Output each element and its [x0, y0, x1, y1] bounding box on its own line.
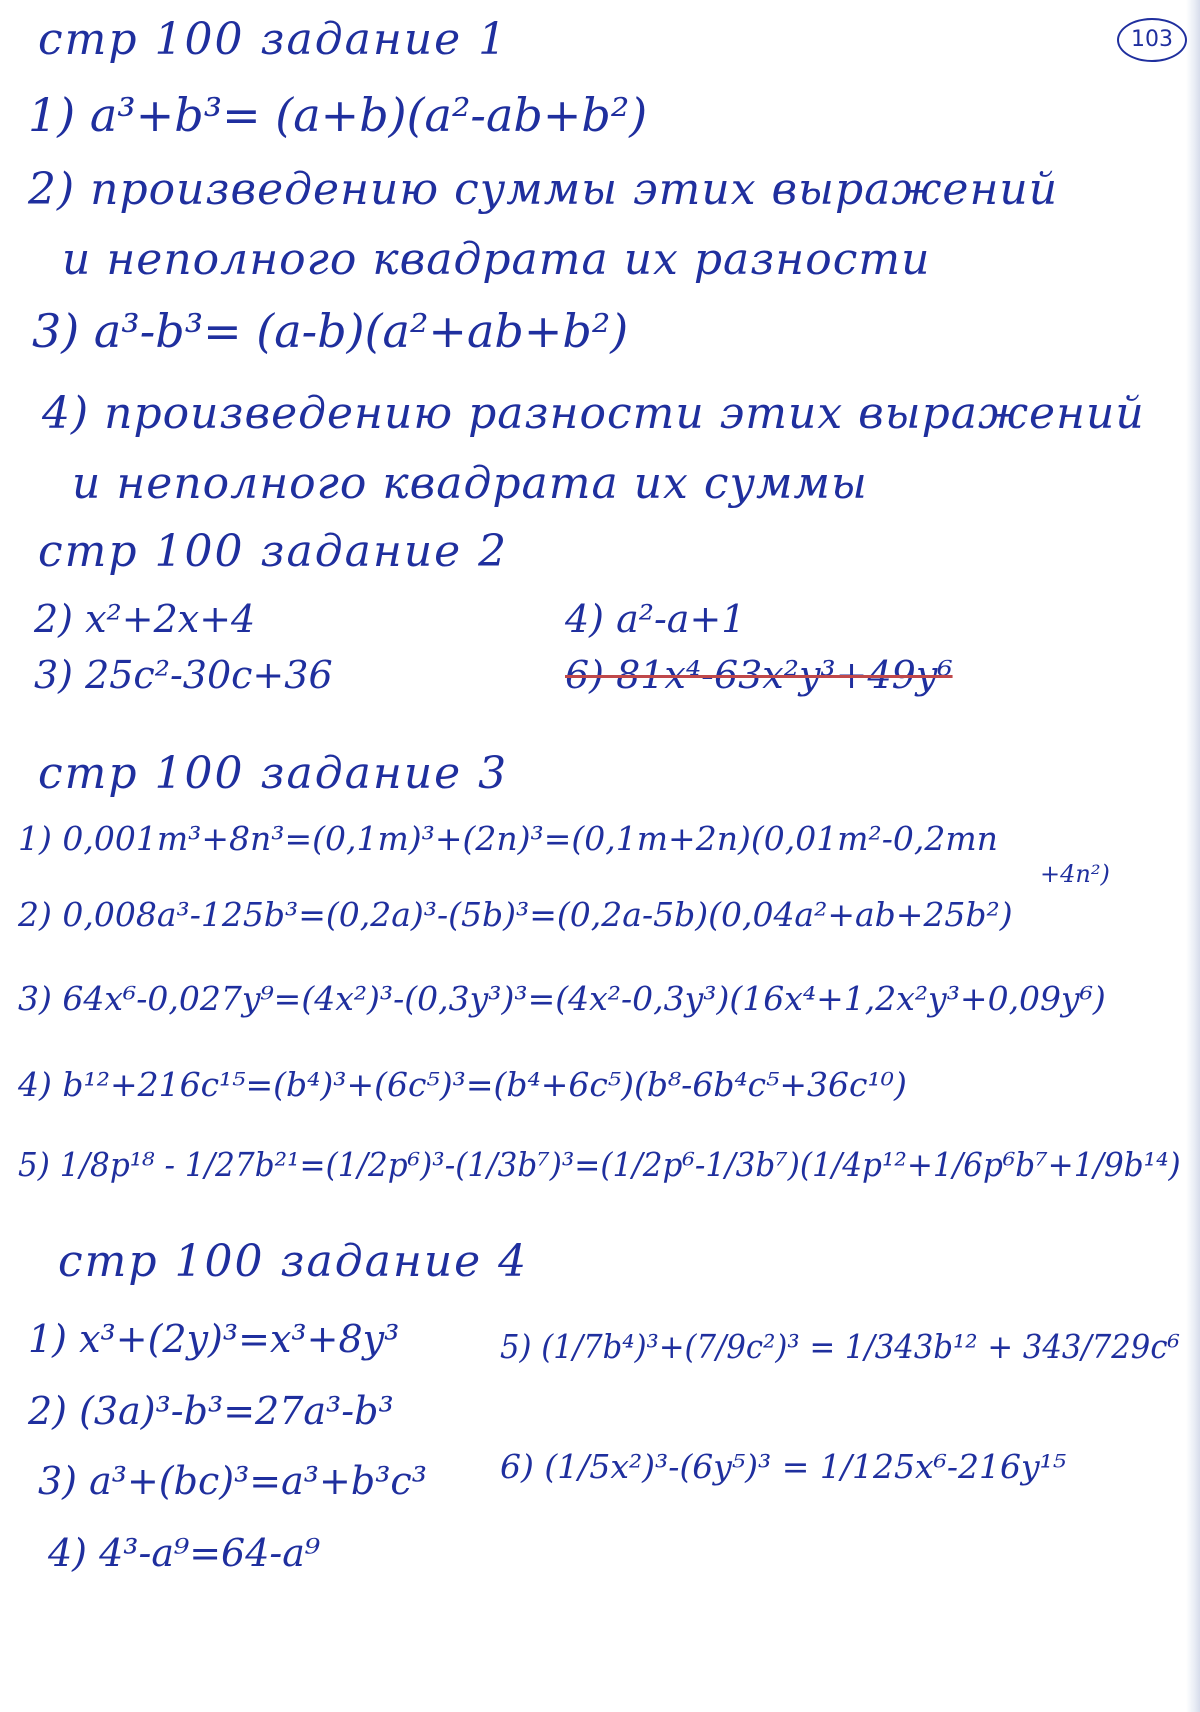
- section3-item-3: 3) 64x⁶-0,027y⁹=(4x²)³-(0,3y³)³=(4x²-0,3y³)(16x⁴+1,2x²y³+0,09y⁶): [18, 979, 1106, 1018]
- section2-item-3: 3) 25c²-30c+36: [34, 653, 333, 697]
- section2-heading: стр 100 задание 2: [38, 526, 509, 577]
- section1-item-4: 4) произведению разности этих выражений: [42, 388, 1145, 439]
- section1-item-2: 2) произведению суммы этих выражений: [28, 164, 1059, 215]
- section4-item-5: 5) (1/7b⁴)³+(7/9c²)³ = 1/343b¹² + 343/729c⁶: [500, 1327, 1180, 1366]
- section3-item-4: 4) b¹²+216c¹⁵=(b⁴)³+(6c⁵)³=(b⁴+6c⁵)(b⁸-6b⁴c⁵+36c¹⁰): [18, 1065, 907, 1104]
- section2-item-6: 6) 81x⁴-63x²y³+49y⁶: [565, 653, 953, 697]
- section3-item-5: 5) 1/8p¹⁸ - 1/27b²¹=(1/2p⁶)³-(1/3b⁷)³=(1/2p⁶-1/3b⁷)(1/4p¹²+1/6p⁶b⁷+1/9b¹⁴): [18, 1145, 1181, 1184]
- section1-item-1: 1) a³+b³= (a+b)(a²-ab+b²): [28, 88, 648, 142]
- page-edge-shadow: [1186, 0, 1200, 1712]
- section2-item-4: 4) a²-a+1: [565, 597, 746, 641]
- section4-item-3: 3) a³+(bc)³=a³+b³c³: [38, 1459, 427, 1503]
- section4-item-4: 4) 4³-a⁹=64-a⁹: [48, 1531, 321, 1575]
- section4-item-1: 1) x³+(2y)³=x³+8y³: [28, 1317, 400, 1361]
- section4-item-6: 6) (1/5x²)³-(6y⁵)³ = 1/125x⁶-216y¹⁵: [500, 1447, 1067, 1486]
- section3-item-1: 1) 0,001m³+8n³=(0,1m)³+(2n)³=(0,1m+2n)(0,01m²-0,2mn: [18, 819, 998, 858]
- section2-item-2: 2) x²+2x+4: [34, 597, 256, 641]
- section1-item-4-cont: и неполного квадрата их суммы: [72, 458, 868, 509]
- section3-item-1-cont: +4n²): [1040, 860, 1110, 888]
- section1-item-3: 3) a³-b³= (a-b)(a²+ab+b²): [32, 304, 629, 358]
- section1-item-2-cont: и неполного квадрата их разности: [62, 234, 931, 285]
- section1-heading: стр 100 задание 1: [38, 14, 509, 65]
- section3-item-2: 2) 0,008a³-125b³=(0,2a)³-(5b)³=(0,2a-5b)(0,04a²+ab+25b²): [18, 895, 1013, 934]
- section3-heading: стр 100 задание 3: [38, 748, 509, 799]
- section4-heading: стр 100 задание 4: [58, 1236, 529, 1287]
- page-number-badge: 103: [1117, 18, 1187, 62]
- section4-item-2: 2) (3a)³-b³=27a³-b³: [28, 1389, 394, 1433]
